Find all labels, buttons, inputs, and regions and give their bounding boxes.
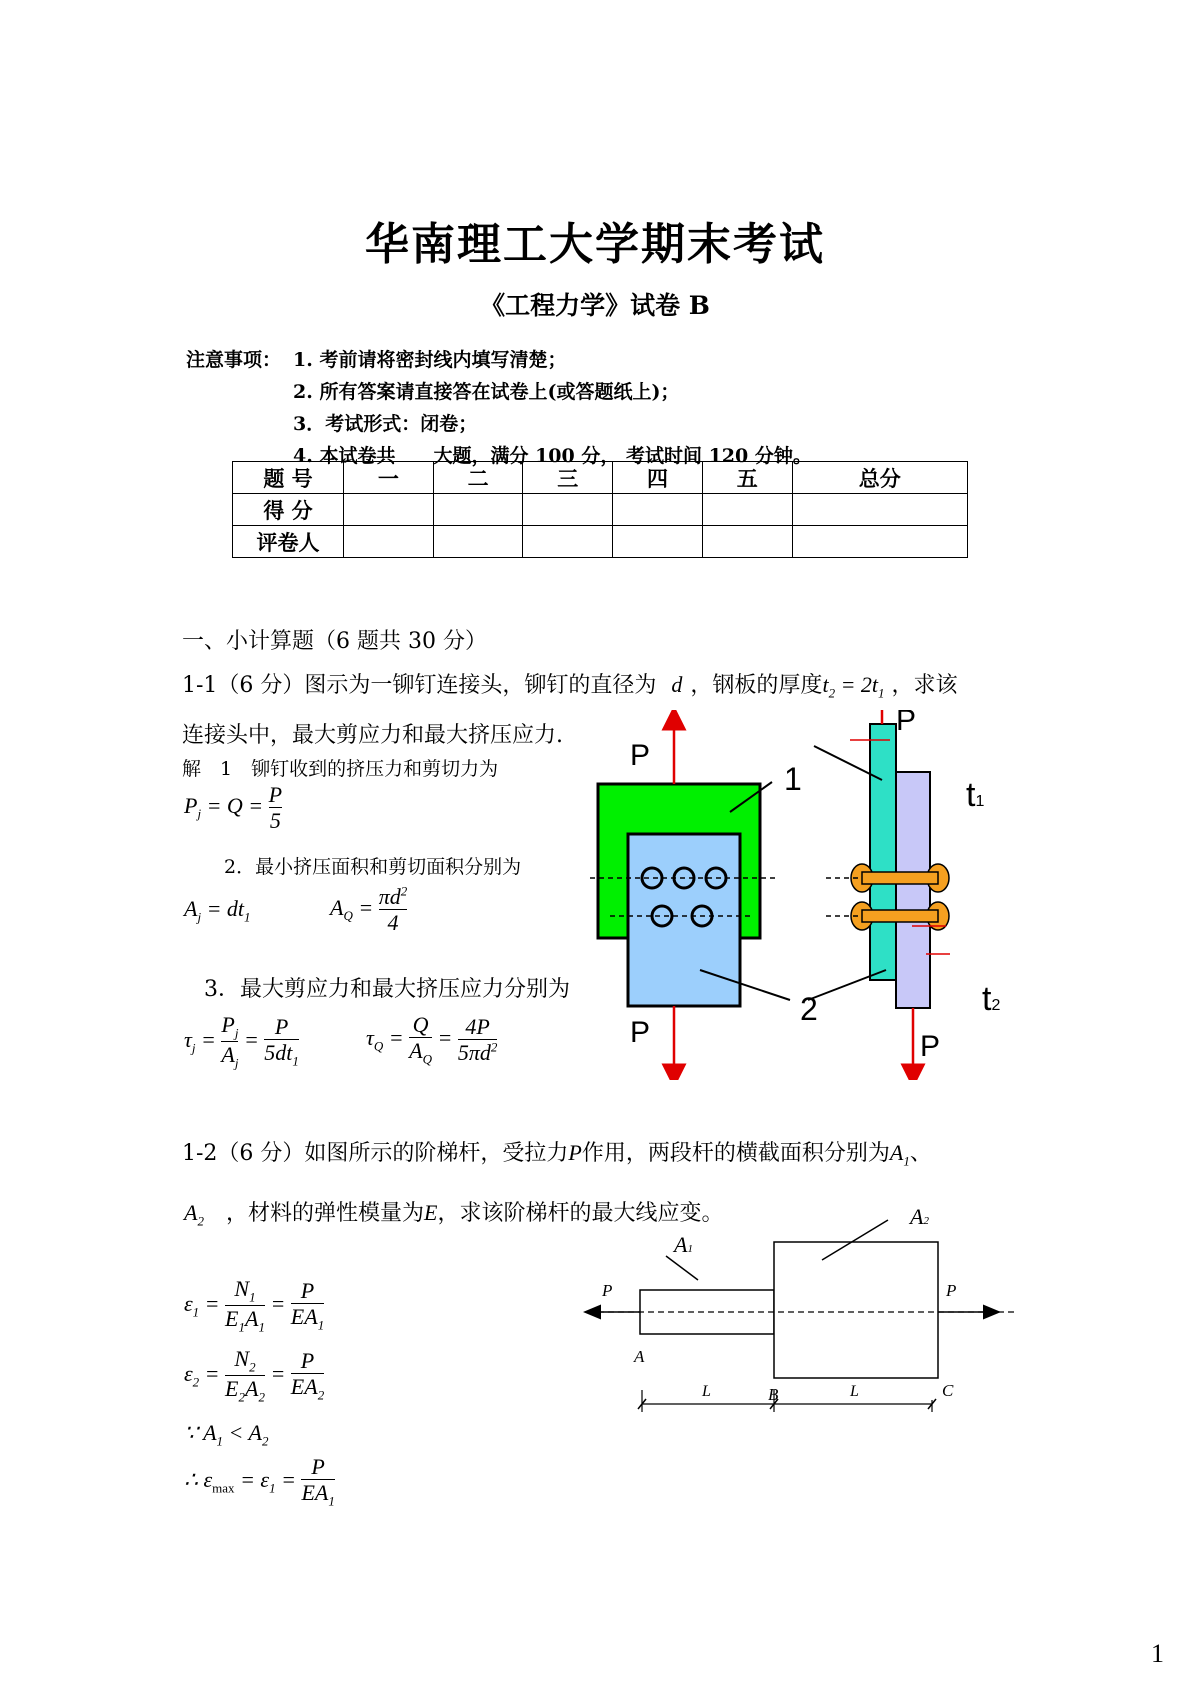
formula-aq: $A_Q$ = $\frac{\pi d^2}{4}$ xyxy=(330,883,408,936)
force-label: P xyxy=(946,1281,957,1300)
q2-line1b: 作用，两段杆的横截面积分别为 xyxy=(581,1141,890,1166)
part-label: 1 xyxy=(784,761,802,797)
q1-thickness-eq: $t_2 = 2t_1$ xyxy=(822,672,885,701)
force-label: P xyxy=(630,1016,651,1049)
solution-step-1: 解 1 铆钉收到的挤压力和剪切力为 xyxy=(182,758,499,780)
question-1-2-text xyxy=(182,1136,932,1169)
area-label-a1: A1 xyxy=(674,1232,693,1257)
question-1-1-text-line2: 连接头中，最大剪应力和最大挤压应力. xyxy=(182,723,563,748)
stepped-bar-figure xyxy=(578,1204,1038,1414)
formula-because: ∵ $A_1 < A_2$ xyxy=(184,1420,269,1449)
formula-pj-q: $P_j = Q$ = $\frac{P}{5}$ xyxy=(184,782,283,834)
score-input-cell[interactable] xyxy=(702,494,792,526)
score-input-cell[interactable] xyxy=(792,494,967,526)
thickness-label-t2: t2 xyxy=(982,980,1001,1018)
table-cell: 四 xyxy=(613,462,703,494)
rivet xyxy=(862,872,938,884)
q2-line1c: 、 xyxy=(909,1141,932,1166)
notice-item: 3．考试形式：闭卷； xyxy=(293,413,478,435)
formula-eps1: $\varepsilon_1$ = $\frac{N_1}{E_1A_1}$ = $\frac{P}{EA_1}$ xyxy=(184,1276,325,1335)
bar-segment-2 xyxy=(774,1242,938,1378)
exam-subtitle: 《工程力学》试卷 B xyxy=(480,291,710,320)
point-label: B xyxy=(768,1385,779,1404)
point-label: A xyxy=(634,1347,645,1366)
q2-var-A1: $A_1$ xyxy=(889,1140,910,1169)
q1-line1c: ，求该 xyxy=(891,673,958,698)
grader-input-cell[interactable] xyxy=(613,526,703,558)
q2-line2b: ，求该阶梯杆的最大线应变。 xyxy=(437,1201,724,1226)
score-input-cell[interactable] xyxy=(433,494,523,526)
table-cell: 二 xyxy=(433,462,523,494)
grader-input-cell[interactable] xyxy=(792,526,967,558)
section-heading: 一、小计算题（6 题共 30 分） xyxy=(182,629,487,654)
question-1-1-text xyxy=(182,668,958,701)
thickness-label-t1: t1 xyxy=(966,776,985,814)
formula-tau-q: $\tau_Q$ = $\frac{Q}{A_Q}$ = $\frac{4P}{5\pi d^2}$ xyxy=(366,1012,498,1067)
grader-input-cell[interactable] xyxy=(433,526,523,558)
q1-var-d: d xyxy=(671,672,683,697)
force-label: P xyxy=(920,1030,941,1063)
q1-line1b: ，钢板的厚度 xyxy=(690,673,823,698)
formula-tau-j: $\tau_j$ = $\frac{P_j}{A_j}$ = $\frac{P}{5dt_1}$ xyxy=(184,1012,299,1071)
formula-aj: $A_j = dt_1$ xyxy=(184,896,251,925)
table-cell: 题 号 xyxy=(233,462,344,494)
table-cell: 五 xyxy=(702,462,792,494)
notice-item: 1. 考前请将密封线内填写清楚； xyxy=(293,349,567,371)
table-row xyxy=(233,494,968,526)
solution-step-3: 3．最大剪应力和最大挤压应力分别为 xyxy=(204,977,570,1002)
notice-item: 2. 所有答案请直接答在试卷上(或答题纸上)； xyxy=(293,381,680,403)
table-cell: 三 xyxy=(523,462,613,494)
area-label-a2: A2 xyxy=(910,1204,929,1229)
formula-eps2: $\varepsilon_2$ = $\frac{N_2}{E_2A_2}$ = $\frac{P}{EA_2}$ xyxy=(184,1346,325,1405)
table-cell: 总分 xyxy=(792,462,967,494)
solution-step-2: 2．最小挤压面积和剪切面积分别为 xyxy=(224,856,522,878)
score-input-cell[interactable] xyxy=(344,494,434,526)
page-number: 1 xyxy=(1151,1639,1164,1668)
force-label: P xyxy=(602,1281,613,1300)
table-cell: 评卷人 xyxy=(233,526,344,558)
score-input-cell[interactable] xyxy=(613,494,703,526)
score-table xyxy=(232,461,968,558)
table-cell: 一 xyxy=(344,462,434,494)
plate-t2 xyxy=(896,772,930,1008)
rivet xyxy=(862,910,938,922)
score-table-header-row xyxy=(233,462,968,494)
table-row xyxy=(233,526,968,558)
q2-var-E: E xyxy=(423,1200,438,1225)
notice-item: 4. 本试卷共 大题，满分 100 分， 考试时间 120 分钟。 xyxy=(293,445,812,467)
formula-therefore: ∴ $\varepsilon_{max} = \varepsilon_1$ = $\frac{P}{EA_1}$ xyxy=(184,1454,335,1509)
force-label: P xyxy=(630,739,651,772)
part-label: 2 xyxy=(800,991,818,1027)
exam-title: 华南理工大学期末考试 xyxy=(365,219,825,270)
q2-var-P: P xyxy=(568,1140,582,1165)
plate-t1 xyxy=(870,724,896,980)
length-label: L xyxy=(702,1383,711,1400)
rivet-joint-figure xyxy=(590,710,1030,1080)
point-label: C xyxy=(942,1381,954,1400)
length-label: L xyxy=(850,1383,859,1400)
score-input-cell[interactable] xyxy=(523,494,613,526)
table-cell: 得 分 xyxy=(233,494,344,526)
grader-input-cell[interactable] xyxy=(702,526,792,558)
notice-label: 注意事项： xyxy=(186,349,282,371)
grader-input-cell[interactable] xyxy=(344,526,434,558)
force-label: P xyxy=(896,710,917,737)
q2-var-A2: $A_2$ xyxy=(184,1200,204,1229)
q1-line1: 1-1（6 分）图示为一铆钉连接头，铆钉的直径为 xyxy=(182,673,657,698)
inner-plate xyxy=(628,834,740,1006)
q2-line1: 1-2（6 分）如图所示的阶梯杆，受拉力 xyxy=(182,1141,569,1166)
q2-line2: ，材料的弹性模量为 xyxy=(225,1201,424,1226)
grader-input-cell[interactable] xyxy=(523,526,613,558)
